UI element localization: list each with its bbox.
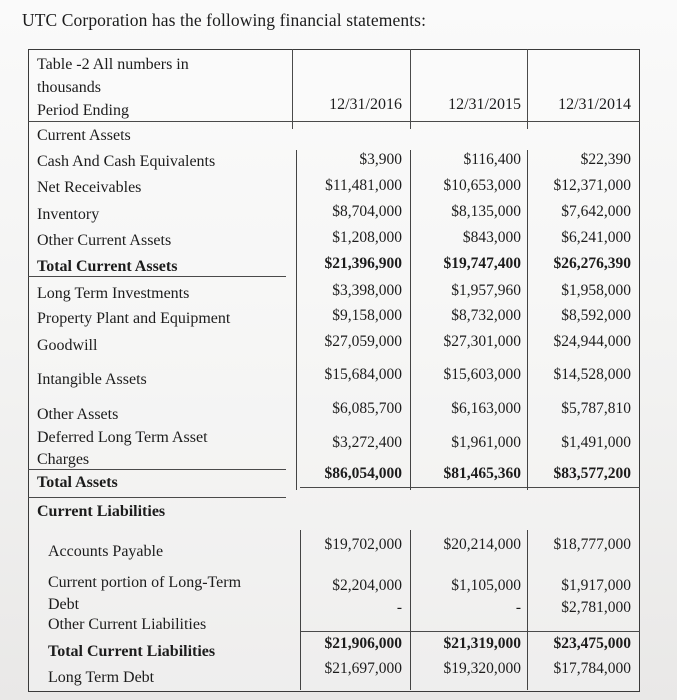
cell-value: $83,577,200: [553, 465, 631, 482]
cell-value: $21,319,000: [443, 635, 521, 652]
row-label-other-current-assets: Other Current Assets: [37, 232, 172, 249]
row-label-ppe: Property Plant and Equipment: [37, 310, 231, 327]
cell-value: $8,732,000: [451, 307, 521, 324]
cell-value: $21,396,900: [324, 255, 402, 272]
caption-line: Period Ending: [37, 102, 129, 119]
cell-value: $12,371,000: [553, 177, 631, 194]
cell-value: -: [515, 599, 521, 616]
row-label-current-portion-ltd: Current portion of Long-Term: [48, 574, 242, 591]
cell-value: $7,642,000: [561, 203, 631, 220]
cell-separator: [296, 150, 297, 490]
column-divider: [410, 49, 411, 129]
cell-value: $26,276,390: [553, 255, 631, 272]
cell-value: $19,702,000: [324, 536, 402, 553]
section-rule: [300, 487, 640, 488]
cell-value: $17,784,000: [553, 660, 631, 677]
column-header-2015: 12/31/2015: [448, 96, 521, 113]
cell-value: $23,475,000: [553, 635, 631, 652]
cell-value: $843,000: [462, 229, 521, 246]
row-label-long-term-debt: Long Term Debt: [48, 669, 155, 686]
cell-value: $1,491,000: [561, 434, 631, 451]
row-label-cash: Cash And Cash Equivalents: [37, 153, 216, 170]
row-label-total-current-liabilities: Total Current Liabilities: [48, 643, 216, 660]
cell-value: $27,059,000: [324, 333, 402, 350]
page-heading: UTC Corporation has the following financial statements:: [22, 10, 427, 30]
cell-value: $21,906,000: [324, 635, 402, 652]
section-rule: [28, 276, 286, 277]
cell-value: $1,917,000: [561, 577, 631, 594]
cell-value: $20,214,000: [443, 536, 521, 553]
row-label-current-liabilities: Current Liabilities: [37, 503, 166, 520]
column-divider: [292, 49, 293, 129]
table-caption: [37, 53, 189, 122]
section-rule: [28, 469, 286, 470]
cell-value: $86,054,000: [324, 465, 402, 482]
row-label-total-assets: Total Assets: [37, 474, 118, 491]
cell-value: $6,085,700: [332, 400, 402, 417]
cell-value: $1,958,000: [561, 282, 631, 299]
row-label-current-portion-ltd-2: Debt: [48, 596, 80, 613]
cell-value: $18,777,000: [553, 536, 631, 553]
cell-value: $22,390: [580, 151, 631, 168]
cell-value: $8,704,000: [332, 203, 402, 220]
cell-value: $9,158,000: [332, 307, 402, 324]
cell-value: $19,320,000: [443, 660, 521, 677]
row-label-other-assets: Other Assets: [37, 406, 119, 423]
cell-value: $19,747,400: [443, 255, 521, 272]
column-divider: [527, 49, 528, 129]
section-rule: [28, 497, 286, 498]
cell-value: $3,398,000: [332, 282, 402, 299]
row-label-deferred-charges-2: Charges: [37, 451, 90, 468]
cell-separator: [527, 530, 528, 690]
cell-separator: [410, 530, 411, 690]
cell-value: $1,957,960: [451, 282, 521, 299]
cell-value: $14,528,000: [553, 366, 631, 383]
row-label-total-current-assets: Total Current Assets: [37, 258, 178, 275]
cell-value: $1,105,000: [451, 577, 521, 594]
cell-value: $2,781,000: [561, 599, 631, 616]
column-header-2014: 12/31/2014: [558, 96, 631, 113]
cell-value: $3,272,400: [332, 434, 402, 451]
cell-value: $15,684,000: [324, 366, 402, 383]
cell-separator: [410, 150, 411, 490]
cell-value: $27,301,000: [443, 333, 521, 350]
row-label-goodwill: Goodwill: [37, 337, 98, 354]
row-label-deferred-charges: Deferred Long Term Asset: [37, 429, 208, 446]
cell-value: $2,204,000: [332, 577, 402, 594]
row-label-receivables: Net Receivables: [37, 179, 142, 196]
cell-separator: [300, 530, 301, 690]
cell-value: $8,135,000: [451, 203, 521, 220]
cell-value: $1,208,000: [332, 229, 402, 246]
cell-value: $21,697,000: [324, 660, 402, 677]
cell-value: $15,603,000: [443, 366, 521, 383]
row-label-inventory: Inventory: [37, 206, 100, 223]
row-label-current-assets: Current Assets: [37, 127, 131, 144]
cell-value: $11,481,000: [325, 177, 402, 194]
cell-value: $24,944,000: [553, 333, 631, 350]
cell-value: $6,241,000: [561, 229, 631, 246]
row-label-intangible-assets: Intangible Assets: [37, 371, 147, 388]
row-label-other-current-liabilities: Other Current Liabilities: [48, 616, 207, 633]
cell-value: $6,163,000: [451, 400, 521, 417]
row-label-accounts-payable: Accounts Payable: [48, 543, 164, 560]
cell-value: $10,653,000: [443, 177, 521, 194]
row-label-long-term-investments: Long Term Investments: [37, 285, 190, 302]
cell-value: $5,787,810: [561, 400, 631, 417]
section-rule: [300, 631, 640, 632]
cell-value: $116,400: [463, 151, 521, 168]
cell-value: -: [396, 599, 402, 616]
cell-separator: [527, 150, 528, 490]
caption-line: Table -2 All numbers in: [37, 56, 189, 73]
cell-value: $8,592,000: [561, 307, 631, 324]
caption-line: thousands: [37, 79, 101, 96]
cell-value: $1,961,000: [451, 434, 521, 451]
cell-value: $3,900: [359, 151, 402, 168]
cell-value: $81,465,360: [443, 465, 521, 482]
column-header-2016: 12/31/2016: [329, 96, 402, 113]
